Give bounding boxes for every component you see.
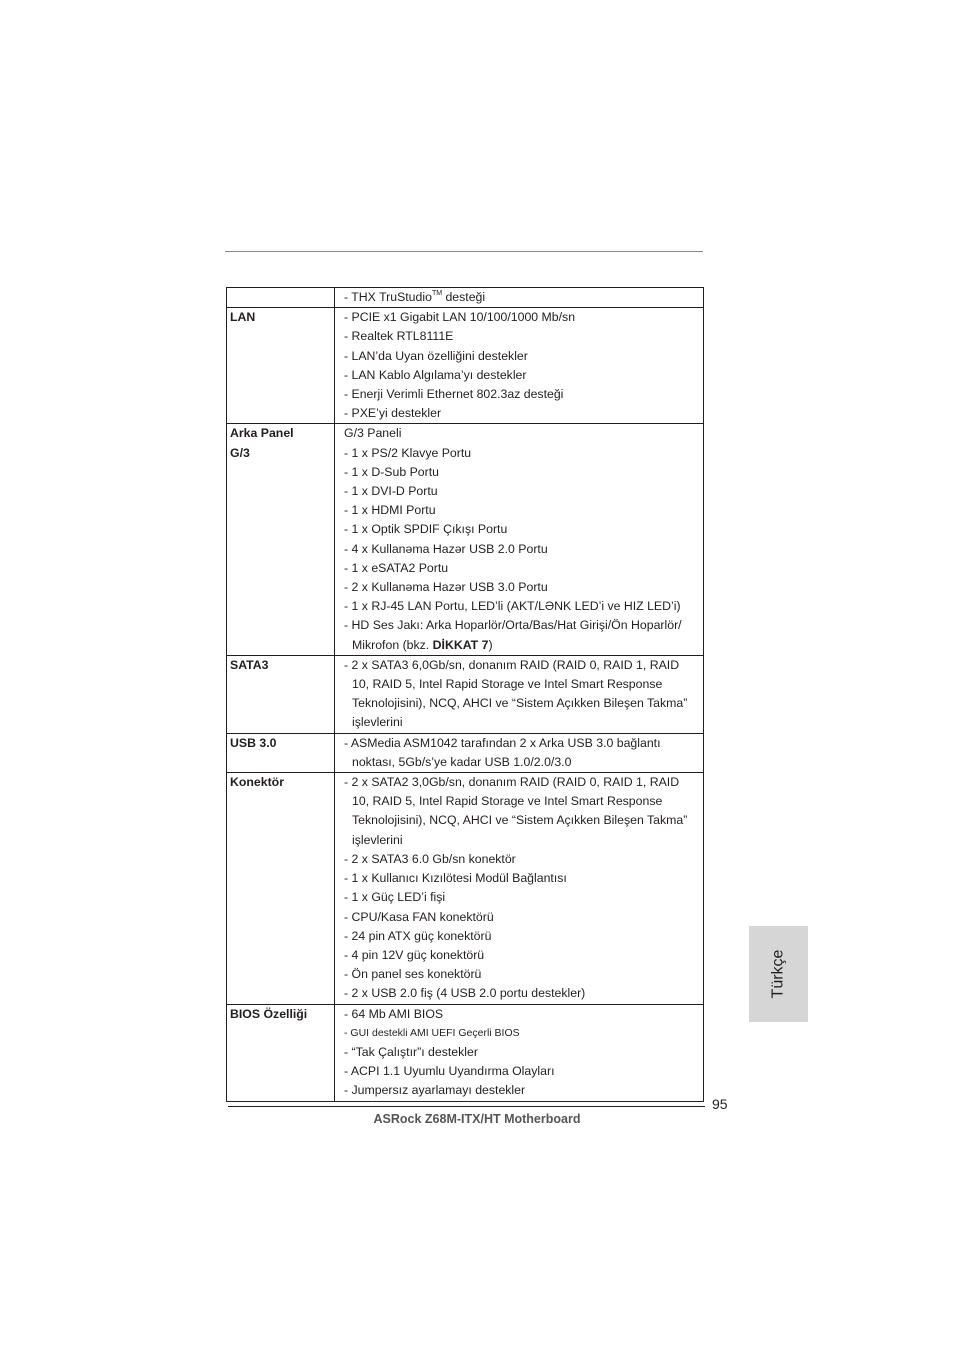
spec-line-text: - 64 Mb AMI BIOS: [344, 1006, 444, 1021]
spec-line: [344, 1005, 701, 1024]
spec-line-text: - Jumpersız ayarlamayı destekler: [344, 1083, 526, 1098]
spec-row-sata3: [227, 655, 704, 733]
language-tab: [749, 926, 808, 1022]
spec-line-text: - 4 x Kullanəma Hazər USB 2.0 Portu: [344, 541, 548, 556]
spec-line-text: - 1 x RJ-45 LAN Portu, LED’li (AKT/LƏNK LED’i ve HIZ LED’i): [344, 599, 681, 614]
spec-line: [344, 1024, 701, 1043]
spec-line-text: - 2 x SATA3 6.0 Gb/sn konektör: [344, 851, 516, 866]
spec-line: [344, 463, 701, 482]
spec-label: USB 3.0: [230, 735, 277, 750]
spec-line-text: 10, RAID 5, Intel Rapid Storage ve Intel Smart Response: [352, 677, 663, 692]
spec-line-text: işlevlerini: [352, 715, 403, 730]
spec-line: [344, 520, 701, 539]
spec-line: [344, 636, 701, 655]
spec-label-cell: [227, 655, 335, 733]
spec-line-text: - GUI destekli AMI UEFI Geçerli BIOS: [344, 1026, 520, 1039]
spec-line: [344, 984, 701, 1003]
spec-line-text: G/3 Paneli: [344, 426, 402, 441]
spec-label-cell: [227, 288, 335, 308]
spec-line: [344, 753, 701, 772]
spec-line: [344, 404, 701, 423]
spec-line-text: - THX TruStudio: [344, 290, 432, 304]
spec-line-text: - 1 x Optik SPDIF Çıkışı Portu: [344, 522, 508, 537]
spec-line-text: - 4 pin 12V güç konektörü: [344, 947, 485, 962]
spec-line-text: - HD Ses Jakı: Arka Hoparlör/Orta/Bas/Hat Girişi/Ön Hoparlör/: [344, 618, 682, 633]
spec-line: [344, 927, 701, 946]
spec-line-text: - 1 x D-Sub Portu: [344, 464, 439, 479]
spec-row-lan: [227, 308, 704, 424]
spec-line: [344, 424, 701, 443]
language-tab-label: Türkçe: [769, 949, 787, 999]
spec-line-text: - ASMedia ASM1042 tarafından 2 x Arka USB 3.0 bağlantı: [344, 735, 661, 750]
spec-line-text: Teknolojisini), NCQ, AHCI ve “Sistem Açıkken Bileşen Takma”: [352, 696, 688, 711]
spec-line-text: - 2 x USB 2.0 fiş (4 USB 2.0 portu destekler): [344, 986, 586, 1001]
spec-line: [344, 831, 701, 850]
spec-line-text: - 2 x SATA3 6,0Gb/sn, donanım RAID (RAID 0, RAID 1, RAID: [344, 657, 680, 672]
spec-value-cell: [335, 655, 704, 733]
spec-line: [344, 734, 701, 753]
spec-line-text: - 1 x Güç LED’i fişi: [344, 890, 446, 905]
spec-line-text: - LAN Kablo Algılama’yı destekler: [344, 367, 527, 382]
spec-line: [344, 1062, 701, 1081]
spec-line: [344, 792, 701, 811]
spec-table: [226, 287, 704, 1102]
spec-line-text: 10, RAID 5, Intel Rapid Storage ve Intel Smart Response: [352, 794, 663, 809]
spec-label: G/3: [230, 445, 250, 460]
spec-line: [344, 616, 701, 635]
spec-value-cell: [335, 424, 704, 655]
spec-line-text: işlevlerini: [352, 832, 403, 847]
spec-value-cell: [335, 288, 704, 308]
spec-line: [344, 540, 701, 559]
spec-line-suffix: ): [488, 637, 493, 652]
trademark-superscript: TM: [431, 289, 443, 297]
spec-line: [344, 385, 701, 404]
spec-line: [344, 559, 701, 578]
spec-line-text: - LAN’da Uyan özelliğini destekler: [344, 348, 528, 363]
spec-line: [344, 869, 701, 888]
spec-value-cell: [335, 308, 704, 424]
spec-line-text: - 24 pin ATX güç konektörü: [344, 928, 492, 943]
spec-label-cell: [227, 773, 335, 1004]
spec-label-cell: [227, 424, 335, 655]
spec-line: [344, 908, 701, 927]
spec-line: [344, 597, 701, 616]
spec-row-connector: [227, 773, 704, 1004]
spec-line-text: - Realtek RTL8111E: [344, 329, 454, 344]
spec-line-text: - CPU/Kasa FAN konektörü: [344, 909, 494, 924]
spec-line: [344, 773, 701, 792]
spec-line: [344, 811, 701, 830]
spec-line-text: - 1 x HDMI Portu: [344, 503, 436, 518]
spec-row-bios: [227, 1004, 704, 1101]
spec-line: [344, 482, 701, 501]
spec-line: [344, 288, 701, 307]
footer-title: ASRock Z68M-ITX/HT Motherboard: [373, 1112, 581, 1126]
spec-line: [344, 347, 701, 366]
spec-label: SATA3: [230, 657, 269, 672]
spec-line-text: - Ön panel ses konektörü: [344, 967, 482, 982]
spec-line: [344, 946, 701, 965]
spec-line: [344, 1081, 701, 1100]
spec-line: [344, 308, 701, 327]
spec-line-text: - Enerji Verimli Ethernet 802.3az desteği: [344, 387, 564, 402]
spec-line-text: - 2 x Kullanəma Hazər USB 3.0 Portu: [344, 580, 548, 595]
spec-row-audio-cont: [227, 288, 704, 308]
spec-label-cell: [227, 733, 335, 772]
spec-line: [344, 888, 701, 907]
spec-label: Konektör: [230, 775, 284, 790]
spec-value-cell: [335, 733, 704, 772]
spec-value-cell: [335, 1004, 704, 1101]
spec-line-text: - ACPI 1.1 Uyumlu Uyandırma Olayları: [344, 1064, 555, 1079]
spec-line-text: - PXE’yi destekler: [344, 406, 442, 421]
spec-row-rear-panel: [227, 424, 704, 655]
spec-line-text: - “Tak Çalıştır”ı destekler: [344, 1044, 478, 1059]
spec-label-cell: [227, 1004, 335, 1101]
spec-line: [344, 675, 701, 694]
spec-line: [344, 713, 701, 732]
spec-label-cell: [227, 308, 335, 424]
spec-line-text: - PCIE x1 Gigabit LAN 10/100/1000 Mb/sn: [344, 310, 576, 325]
spec-label: Arka Panel: [230, 426, 294, 441]
spec-line-text: - 1 x PS/2 Klavye Portu: [344, 445, 472, 460]
spec-value-cell: [335, 773, 704, 1004]
spec-line-text: - 2 x SATA2 3,0Gb/sn, donanım RAID (RAID 0, RAID 1, RAID: [344, 775, 680, 790]
spec-line: [344, 444, 701, 463]
spec-line: [344, 501, 701, 520]
spec-line-text: - 1 x eSATA2 Portu: [344, 560, 449, 575]
spec-line-text: noktası, 5Gb/s’ye kadar USB 1.0/2.0/3.0: [352, 754, 572, 769]
spec-line: [344, 850, 701, 869]
spec-line-text: Mikrofon (bkz.: [352, 637, 433, 652]
bottom-rule: [228, 1106, 705, 1107]
spec-row-usb3: [227, 733, 704, 772]
spec-line: [344, 694, 701, 713]
spec-line: [344, 366, 701, 385]
top-rule: [225, 251, 703, 252]
spec-label: BIOS Özelliği: [230, 1006, 308, 1021]
spec-line: [344, 965, 701, 984]
spec-line: [344, 656, 701, 675]
spec-table-body: [227, 288, 704, 1102]
spec-line-text: Teknolojisini), NCQ, AHCI ve “Sistem Açıkken Bileşen Takma”: [352, 813, 688, 828]
spec-label: LAN: [230, 310, 256, 325]
spec-line-text: - 1 x DVI-D Portu: [344, 484, 438, 499]
spec-line: [344, 327, 701, 346]
spec-line: [344, 1043, 701, 1062]
spec-line-text: - 1 x Kullanıcı Kızılötesi Modül Bağlantısı: [344, 871, 567, 886]
spec-line-suffix: desteği: [442, 290, 486, 304]
spec-line: [344, 578, 701, 597]
page-number: 95: [712, 1096, 728, 1112]
spec-line-bold: DİKKAT 7: [432, 637, 489, 652]
